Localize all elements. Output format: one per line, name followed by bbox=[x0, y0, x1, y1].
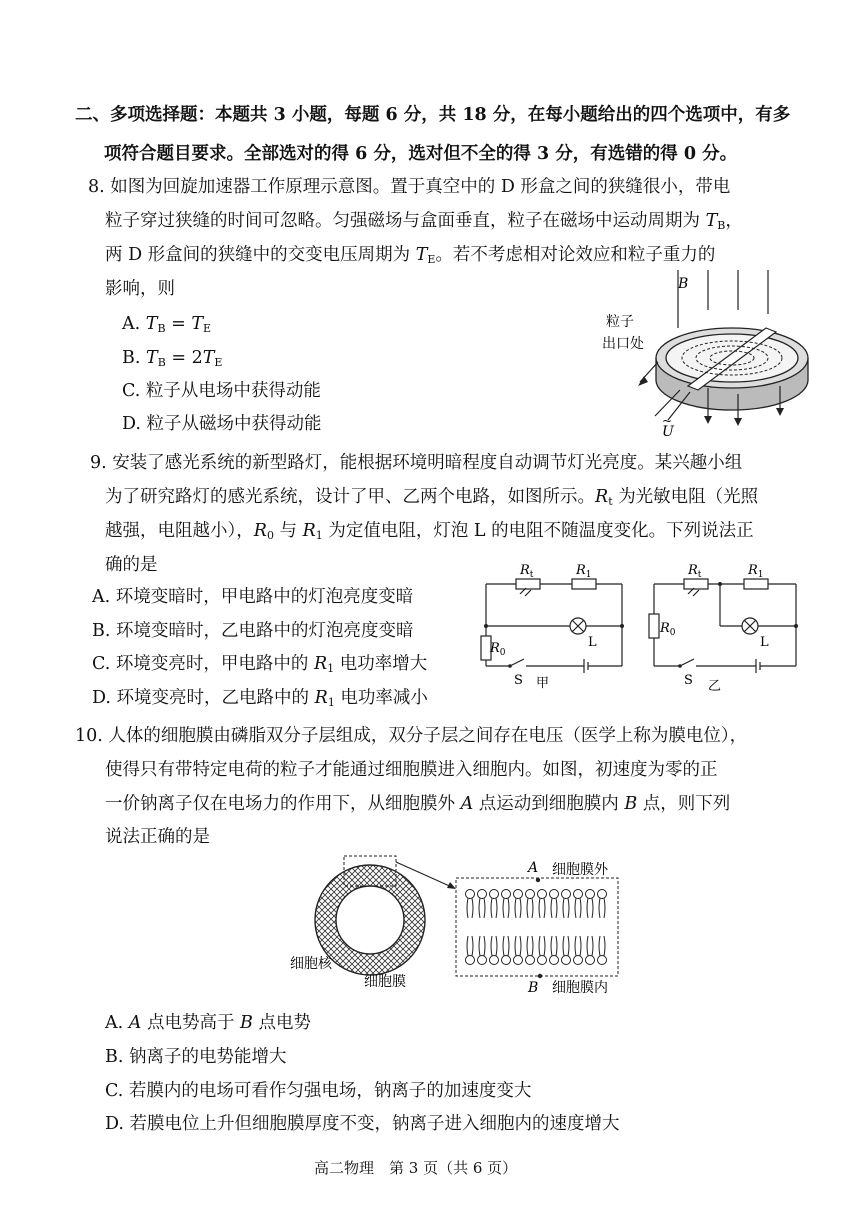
q10-stem-line4: 说法正确的是 bbox=[105, 827, 210, 847]
outside-label: 细胞膜外 bbox=[552, 862, 608, 878]
q9-option-b: B. 环境变暗时，乙电路中的灯泡亮度变暗 bbox=[92, 621, 414, 641]
q10-option-d: D. 若膜电位上升但细胞膜厚度不变，钠离子进入细胞内的速度增大 bbox=[105, 1114, 620, 1134]
q8-stem-line2: 粒子穿过狭缝的时间可忽略。匀强磁场与盒面垂直，粒子在磁场中运动周期为 $T_B$， bbox=[105, 211, 743, 232]
switch-label-yi: S bbox=[684, 673, 693, 688]
cyclotron-figure bbox=[600, 268, 810, 440]
q9-option-c: C. 环境变亮时，甲电路中的 $R_1$ 电功率增大 bbox=[92, 654, 428, 675]
svg-text:R1: $R_1$ bbox=[748, 563, 764, 580]
tilde-mark: ~ bbox=[662, 414, 673, 428]
q10-option-b: B. 钠离子的电势能增大 bbox=[105, 1047, 287, 1067]
exit-label-1: 粒子 bbox=[606, 314, 634, 330]
switch-label-jia: S bbox=[514, 673, 523, 688]
svg-text:R1: $R_1$ bbox=[576, 563, 592, 580]
q9-option-a: A. 环境变暗时，甲电路中的灯泡亮度变暗 bbox=[92, 587, 414, 607]
q10-stem-line3: 一价钠离子仅在电场力的作用下，从细胞膜外 A 点运动到细胞膜内 B 点，则下列 bbox=[105, 794, 731, 814]
q8-option-a: A. $T_B = T_E$ bbox=[122, 314, 212, 335]
nucleus-label: 细胞核 bbox=[290, 956, 332, 972]
q8-option-d: D. 粒子从磁场中获得动能 bbox=[122, 414, 322, 434]
point-a-label: A bbox=[528, 860, 539, 876]
q10-option-c: C. 若膜内的电场可看作匀强电场，钠离子的加速度变大 bbox=[105, 1081, 532, 1101]
q10-stem-line1: 10. 人体的细胞膜由磷脂双分子层组成，双分子层之间存在电压（医学上称为膜电位）， bbox=[75, 726, 748, 746]
exit-label-2: 出口处 bbox=[602, 336, 644, 352]
membrane-label: 细胞膜 bbox=[364, 974, 406, 990]
q9-stem-line4: 确的是 bbox=[105, 555, 158, 575]
cell-membrane-figure bbox=[280, 850, 640, 1000]
q8-stem-line1: 8. 如图为回旋加速器工作原理示意图。置于真空中的 D 形盒之间的狭缝很小，带电 bbox=[88, 177, 731, 197]
page-footer: 高二物理 第 3 页（共 6 页） bbox=[314, 1159, 518, 1177]
point-b-label: B bbox=[528, 980, 539, 996]
q9-stem-line3: 越强，电阻越小），$R_0$ 与 $R_1$ 为定值电阻，灯泡 L 的电阻不随温度变化。下列说法正 bbox=[105, 521, 754, 542]
q8-option-c: C. 粒子从电场中获得动能 bbox=[122, 381, 321, 401]
q8-stem-line4: 影响，则 bbox=[105, 279, 175, 299]
lamp-label-jia: L bbox=[588, 635, 597, 650]
q9-option-d: D. 环境变亮时，乙电路中的 $R_1$ 电功率减小 bbox=[92, 688, 428, 709]
q10-option-a: A. A 点电势高于 B 点电势 bbox=[105, 1013, 311, 1033]
circuit-label-yi: 乙 bbox=[708, 679, 722, 694]
q8-stem-line3: 两 D 形盒间的狭缝中的交变电压周期为 $T_E$。若不考虑相对论效应和粒子重力的 bbox=[105, 245, 716, 266]
svg-text:R0: $R_0$ bbox=[660, 621, 676, 638]
section-heading-line2: 项符合题目要求。全部选对的得 6 分，选对但不全的得 3 分，有选错的得 0 分。 bbox=[104, 144, 738, 164]
q9-stem-line2: 为了研究路灯的感光系统，设计了甲、乙两个电路，如图所示。$R_t$ 为光敏电阻（光照 bbox=[105, 487, 759, 508]
q8-option-b: B. $T_B = 2T_E$ bbox=[122, 348, 223, 369]
circuit-label-jia: 甲 bbox=[536, 676, 550, 691]
lamp-label-yi: L bbox=[760, 635, 769, 650]
circuit-yi-figure bbox=[646, 560, 806, 694]
inside-label: 细胞膜内 bbox=[552, 980, 608, 996]
section-heading-line1: 二、多项选择题：本题共 3 小题，每题 6 分，共 18 分，在每小题给出的四个选项中，有多 bbox=[75, 105, 791, 125]
svg-text:R0: $R_0$ bbox=[490, 641, 506, 658]
field-label-b: B bbox=[678, 276, 689, 292]
voltage-label-u: U bbox=[662, 424, 674, 440]
q9-stem-line1: 9. 安装了感光系统的新型路灯，能根据环境明暗程度自动调节灯光亮度。某兴趣小组 bbox=[90, 453, 743, 473]
circuit-jia-figure bbox=[474, 560, 634, 690]
svg-text:Rt: $R_t$ bbox=[520, 563, 534, 580]
q10-stem-line2: 使得只有带特定电荷的粒子才能通过细胞膜进入细胞内。如图，初速度为零的正 bbox=[105, 760, 718, 780]
svg-text:Rt: $R_t$ bbox=[688, 563, 702, 580]
